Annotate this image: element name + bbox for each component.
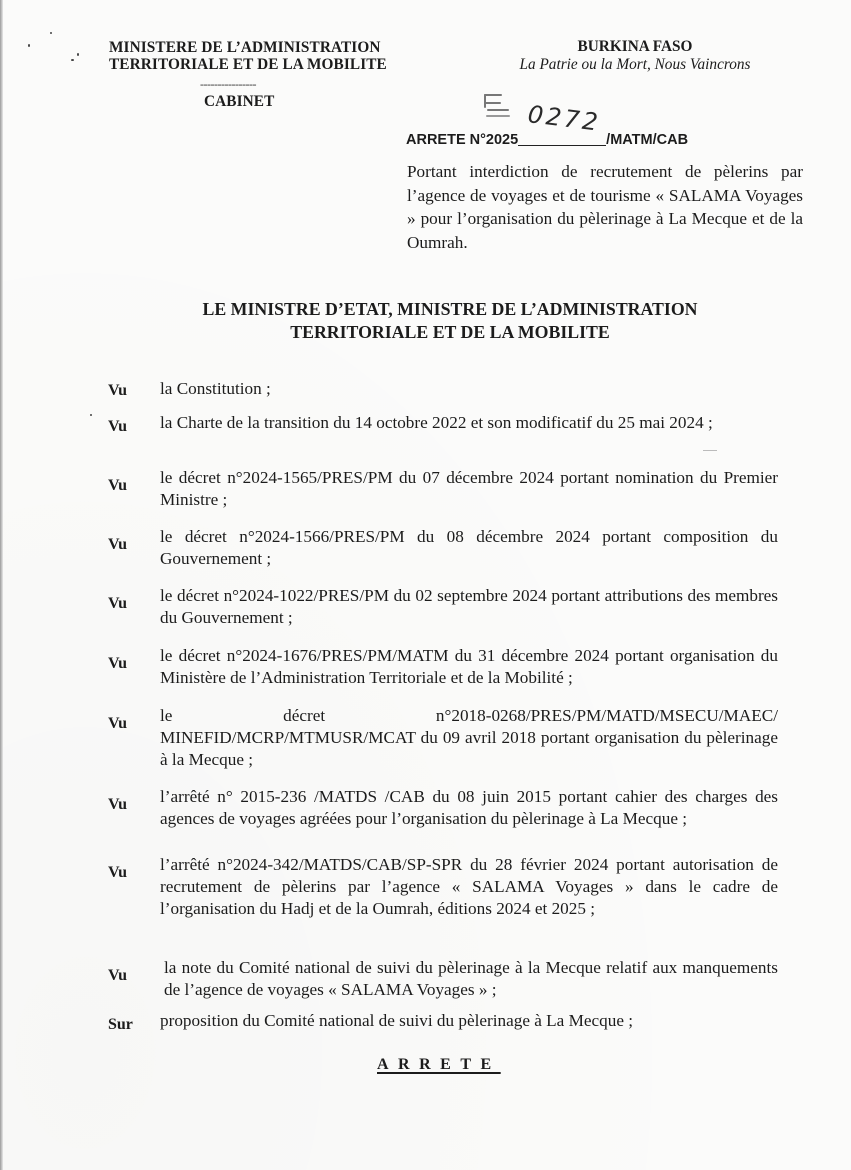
consideration-text: le décret n°2024-1565/PRES/PM du 07 décembre 2024 portant nomination du Premier Ministre ; (160, 468, 778, 509)
consideration-text: le décret n°2024-1022/PRES/PM du 02 septembre 2024 portant attributions des membres du Gouvernement ; (160, 586, 778, 627)
consideration-text: l’arrêté n° 2015-236 /MATDS /CAB du 08 juin 2015 portant cahier des charges des agences de voyages agréées pour l’organisation du pèlerinage à La Mecque ; (160, 787, 778, 828)
authority-title-line1: LE MINISTRE D’ETAT, MINISTRE DE L’ADMINISTRATION (202, 299, 698, 319)
authority-title (140, 298, 760, 344)
national-motto: La Patrie ou la Mort, Nous Vaincrons (519, 56, 751, 73)
consideration-label: Vu (108, 967, 127, 984)
consideration-text: la Constitution ; (160, 379, 271, 398)
consideration-text: le décret n°2024-1566/PRES/PM du 08 décembre 2024 portant composition du Gouvernement ; (160, 527, 778, 568)
consideration-label: Vu (108, 655, 127, 672)
consideration-label: Vu (108, 796, 127, 813)
scan-speck (71, 59, 74, 61)
header-separator: ---------------- (200, 77, 256, 91)
scan-edge (0, 0, 3, 1170)
consideration-label: Vu (108, 715, 127, 732)
arrete-reference (406, 131, 688, 148)
scan-speck (77, 53, 79, 56)
ministry-name-line2: TERRITORIALE ET DE LA MOBILITE (109, 56, 387, 73)
decree-heading: ARRETE (377, 1056, 501, 1073)
scan-speck (28, 44, 30, 47)
authority-title-line2: TERRITORIALE ET DE LA MOBILITE (290, 322, 610, 342)
consideration-label: Vu (108, 536, 127, 553)
consideration-text: proposition du Comité national de suivi du pèlerinage à La Mecque ; (160, 1011, 634, 1030)
consideration-label: Vu (108, 477, 127, 494)
consideration-label: Vu (108, 864, 127, 881)
handwritten-arrete-number: 0272 (526, 100, 603, 137)
scan-speck (90, 414, 92, 416)
ministry-header (109, 39, 399, 110)
cabinet-label: CABINET (204, 93, 275, 110)
consideration-text: la note du Comité national de suivi du pèlerinage à la Mecque relatif aux manquements de l’agence de voyages « SALAMA Voyages » ; (164, 958, 778, 999)
number-blank-line (518, 131, 606, 146)
consideration-text: le décret n°2024-1676/PRES/PM/MATM du 31 décembre 2024 portant organisation du Ministère de l’Administration Territoriale et de la Mobilité ; (160, 646, 778, 687)
consideration-text: la Charte de la transition du 14 octobre 2022 et son modificatif du 25 mai 2024 ; (160, 413, 713, 432)
scan-mark (703, 450, 717, 451)
ministry-name-line1: MINISTERE DE L’ADMINISTRATION (109, 39, 381, 56)
consideration-label: Sur (108, 1016, 133, 1033)
arrete-reference-suffix: /MATM/CAB (606, 132, 689, 148)
country-name: BURKINA FASO (577, 38, 693, 55)
consideration-text: le décret n°2018-0268/PRES/PM/MATD/MSECU/MAEC/ MINEFID/MCRP/MTMUSR/MCAT du 09 avril 2018 portant organisation du pèlerinage à la Mecque ; (160, 706, 778, 769)
country-header (505, 38, 765, 74)
consideration-label: Vu (108, 418, 127, 435)
stamp-mark-icon (482, 92, 510, 122)
scan-speck (50, 32, 52, 34)
consideration-label: Vu (108, 382, 127, 399)
arrete-subject: Portant interdiction de recrutement de pèlerins par l’agence de voyages et de tourisme « SALAMA Voyages » pour l’organisation du pèlerinage à La Mecque et de la Oumrah. (407, 162, 803, 252)
consideration-label: Vu (108, 595, 127, 612)
arrete-reference-prefix: ARRETE N°2025 (406, 132, 519, 148)
consideration-text: l’arrêté n°2024-342/MATDS/CAB/SP-SPR du 28 février 2024 portant autorisation de recrutement de pèlerins par l’agence « SALAMA Voyages » dans le cadre de l’organisation du Hadj et de la Oumrah, éditions 2024 et 2025 ; (160, 855, 778, 918)
